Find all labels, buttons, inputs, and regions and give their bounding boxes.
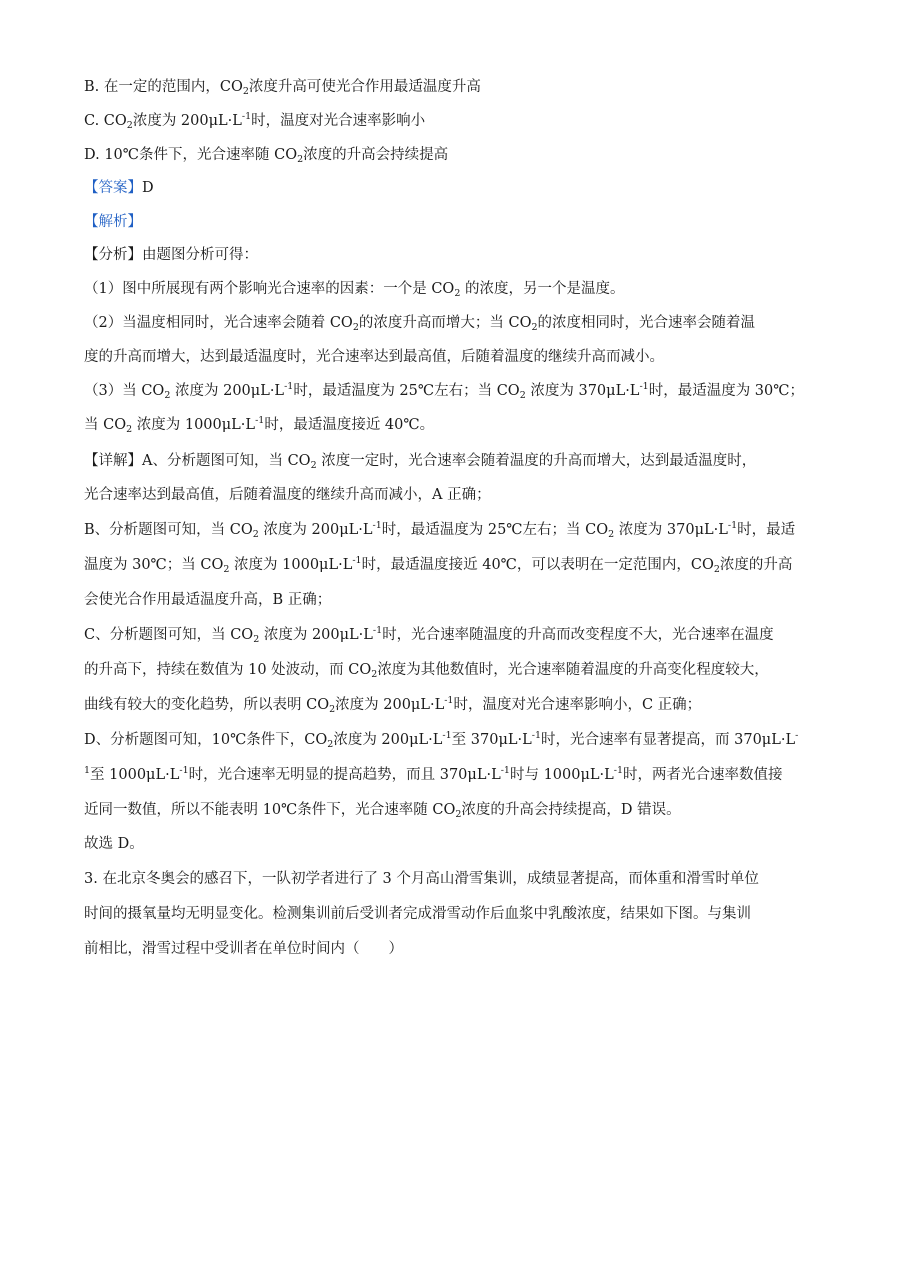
answer-value: D: [142, 180, 154, 196]
detail-b: B、分析题图可知，当 $CO_2$ 浓度为 $200\mu L\cdot L^{-1}$时，最适温度为 25℃左右；当 $CO_2$ 浓度为 $370\mu L\cdot L^{-1}$时，最适: [84, 520, 796, 540]
question-3-line-2: 时间的摄氧量均无明显变化。检测集训前后受训者完成滑雪动作后血浆中乳酸浓度，结果如下图。与集训: [84, 906, 751, 922]
detail-c: C、分析题图可知，当 $CO_2$ 浓度为 $200\mu L\cdot L^{-1}$时，光合速率随温度的升高而改变程度不大，光合速率在温度: [84, 625, 774, 645]
question-3-line-1: 3. 在北京冬奥会的感召下，一队初学者进行了 3 个月高山滑雪集训，成绩显著提高，而体重和滑雪时单位: [84, 871, 759, 887]
analysis-point-2-cont: 度的升高而增大，达到最适温度时，光合速率达到最高值，后随着温度的继续升高而减小。: [84, 349, 664, 365]
detail-d: D、分析题图可知，10℃条件下，$CO_2$浓度为 $200\mu L\cdot L^{-1}$至 $370\mu L\cdot L^{-1}$时，光合速率有显著提高，而 370μL·L-: [84, 730, 799, 750]
detail-b-cont2: 会使光合作用最适温度升高，B 正确；: [84, 592, 332, 608]
detail-d-cont2: 近同一数值，所以不能表明 10℃条件下，光合速率随 $CO_2$浓度的升高会持续提高，D 错误。: [84, 802, 681, 820]
option-d: D. 10℃条件下，光合速率随 $CO_2$浓度的升高会持续提高: [84, 147, 449, 165]
analysis-point-3-cont: 当 $CO_2$ 浓度为 $1000\mu L\cdot L^{-1}$时，最适温度接近 40℃。: [84, 415, 435, 435]
detail-a: 【详解】A、分析题图可知，当 $CO_2$ 浓度一定时，光合速率会随着温度的升高而增大，达到最适温度时，: [84, 453, 757, 471]
detail-c-cont2: 曲线有较大的变化趋势，所以表明 $CO_2$浓度为 $200\mu L\cdot L^{-1}$时，温度对光合速率影响小，C 正确；: [84, 695, 702, 715]
detail-d-cont: $^1$至 $1000\mu L\cdot L^{-1}$时，光合速率无明显的提高趋势，而且 $370\mu L\cdot L^{-1}$时与 $1000\mu L\cdot L^{-1}$时，两者光合速率数值接: [84, 765, 783, 783]
detail-c-cont: 的升高下，持续在数值为 10 处波动，而 $CO_2$浓度为其他数值时，光合速率随着温度的升高变化程度较大，: [84, 662, 769, 680]
option-b: B. 在一定的范围内，$CO_2$浓度升高可使光合作用最适温度升高: [84, 79, 481, 97]
analysis-label: 【解析】: [84, 214, 142, 230]
detail-b-cont: 温度为 30℃；当 $CO_2$ 浓度为 $1000\mu L\cdot L^{-1}$时，最适温度接近 40℃，可以表明在一定范围内，$CO_2$浓度的升高: [84, 555, 793, 575]
conclusion: 故选 D。: [84, 836, 144, 852]
answer-label: 【答案】: [84, 180, 142, 196]
detail-a-cont: 光合速率达到最高值，后随着温度的继续升高而减小，A 正确；: [84, 487, 491, 503]
option-c: C. $CO_2$浓度为 $200\mu L\cdot L^{-1}$时，温度对光合速率影响小: [84, 111, 426, 131]
question-3-line-3: 前相比，滑雪过程中受训者在单位时间内（ ）: [84, 941, 403, 957]
analysis-point-3: （3）当 $CO_2$ 浓度为 $200\mu L\cdot L^{-1}$时，最适温度为 25℃左右；当 $CO_2$ 浓度为 $370\mu L\cdot L^{-1}$时，最适温度为 30℃；: [84, 381, 804, 401]
analysis-point-2: （2）当温度相同时，光合速率会随着 $CO_2$的浓度升高而增大；当 $CO_2$的浓度相同时，光合速率会随着温: [84, 315, 756, 333]
analysis-intro: 【分析】由题图分析可得：: [84, 247, 258, 263]
answer-line: [84, 178, 826, 198]
analysis-point-1: （1）图中所展现有两个影响光合速率的因素：一个是 $CO_2$ 的浓度，另一个是温度。: [84, 281, 625, 299]
